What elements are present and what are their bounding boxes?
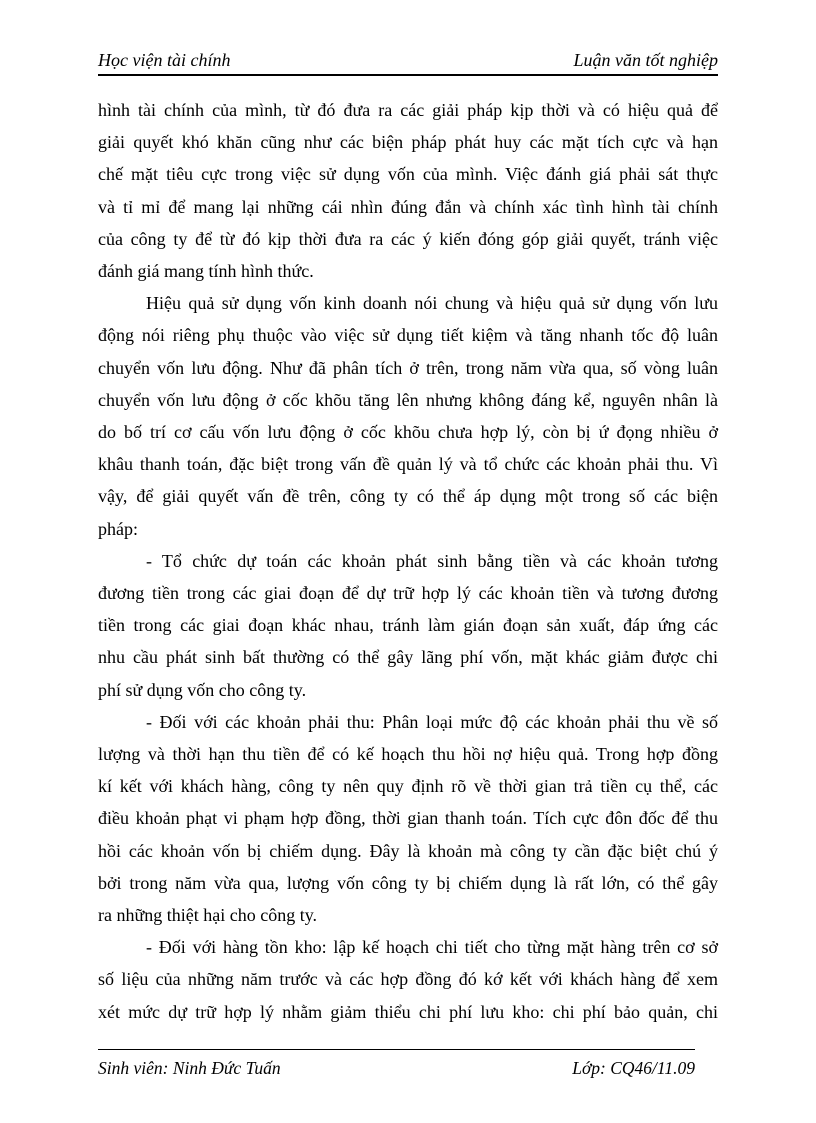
- paragraph-4: [98, 706, 718, 931]
- text-line: - Đối với hàng tồn kho: lập kế hoạch chi tiết cho từng mặt hàng trên cơ sở: [146, 937, 718, 958]
- text-line: khâu thanh toán, đặc biệt trong vấn đề quản lý và tổ chức các khoản phải thu. Vì: [98, 454, 718, 475]
- text-line: - Đối với các khoản phải thu: Phân loại mức độ các khoản phải thu về số: [146, 711, 718, 732]
- text-line: hồi các khoản vốn bị chiếm dụng. Đây là khoản mà công ty cần đặc biệt chú ý: [98, 840, 718, 861]
- header-document-type: Luận văn tốt nghiệp: [573, 50, 718, 70]
- paragraph-3: [98, 545, 718, 706]
- text-line: kí kết với khách hàng, công ty nên quy định rõ về thời gian trả tiền cụ thể, các: [98, 776, 718, 797]
- text-line: số liệu của những năm trước và các hợp đồng đó kớ kết với khách hàng để xem: [98, 969, 718, 990]
- text-line: chuyển vốn lưu động ở cốc khõu tăng lên nhưng không đáng kể, nguyên nhân là: [98, 389, 718, 410]
- paragraph-5: [98, 931, 718, 1028]
- text-line: vậy, để giải quyết vấn đề trên, công ty có thể áp dụng một trong số các biện: [98, 486, 718, 507]
- text-line: nhu cầu phát sinh bất thường có thể gây lãng phí vốn, mặt khác giảm được chi: [98, 647, 718, 668]
- page-footer: [98, 1049, 695, 1080]
- text-line: của công ty để từ đó kịp thời đưa ra các ý kiến đóng góp giải quyết, tránh việc: [98, 228, 718, 249]
- text-line: đương tiền trong các giai đoạn để dự trữ hợp lý các khoản tiền và tương đương: [98, 583, 718, 604]
- text-line: Hiệu quả sử dụng vốn kinh doanh nói chung và hiệu quả sử dụng vốn lưu: [146, 293, 718, 314]
- text-line: ra những thiệt hại cho công ty.: [98, 905, 318, 926]
- document-body: [98, 94, 718, 1028]
- text-line: xét mức dự trữ hợp lý nhằm giảm thiểu chi phí lưu kho: chi phí bảo quản, chi: [98, 1001, 718, 1022]
- text-line: giải quyết khó khăn cũng như các biện pháp phát huy các mặt tích cực và hạn: [98, 132, 718, 153]
- text-line: tiền trong các giai đoạn khác nhau, tránh làm gián đoạn sản xuất, đáp ứng các: [98, 615, 718, 636]
- text-line: đánh giá mang tính hình thức.: [98, 261, 314, 282]
- header-institution: Học viện tài chính: [98, 50, 231, 70]
- footer-class: Lớp: CQ46/11.09: [572, 1058, 695, 1078]
- text-line: pháp:: [98, 518, 138, 539]
- text-line: chế mặt tiêu cực trong việc sử dụng vốn của mình. Việc đánh giá phải sát thực: [98, 164, 718, 185]
- page-header: [98, 48, 718, 76]
- text-line: lượng và thời hạn thu tiền để có kế hoạch thu hồi nợ hiệu quả. Trong hợp đồng: [98, 744, 718, 765]
- text-line: chuyển vốn lưu động. Như đã phân tích ở trên, trong năm vừa qua, số vòng luân: [98, 357, 718, 378]
- text-line: động nói riêng phụ thuộc vào việc sử dụng tiết kiệm và tăng nhanh tốc độ luân: [98, 325, 718, 346]
- paragraph-1: [98, 94, 718, 287]
- text-line: và tỉ mỉ để mang lại những cái nhìn đúng đắn và chính xác tình hình tài chính: [98, 196, 718, 217]
- text-line: do bố trí cơ cấu vốn lưu động ở cốc khõu chưa hợp lý, còn bị ứ đọng nhiều ở: [98, 422, 718, 443]
- text-line: điều khoản phạt vi phạm hợp đồng, thời gian thanh toán. Tích cực đôn đốc để thu: [98, 808, 718, 829]
- text-line: phí sử dụng vốn cho công ty.: [98, 679, 307, 700]
- footer-student: Sinh viên: Ninh Đức Tuấn: [98, 1058, 281, 1078]
- text-line: - Tổ chức dự toán các khoản phát sinh bằng tiền và các khoản tương: [146, 550, 718, 571]
- paragraph-2: [98, 287, 718, 545]
- text-line: hình tài chính của mình, từ đó đưa ra các giải pháp kịp thời và có hiệu quả để: [98, 100, 718, 120]
- text-line: bởi trong năm vừa qua, lượng vốn công ty bị chiếm dụng là rất lớn, có thể gây: [98, 872, 718, 893]
